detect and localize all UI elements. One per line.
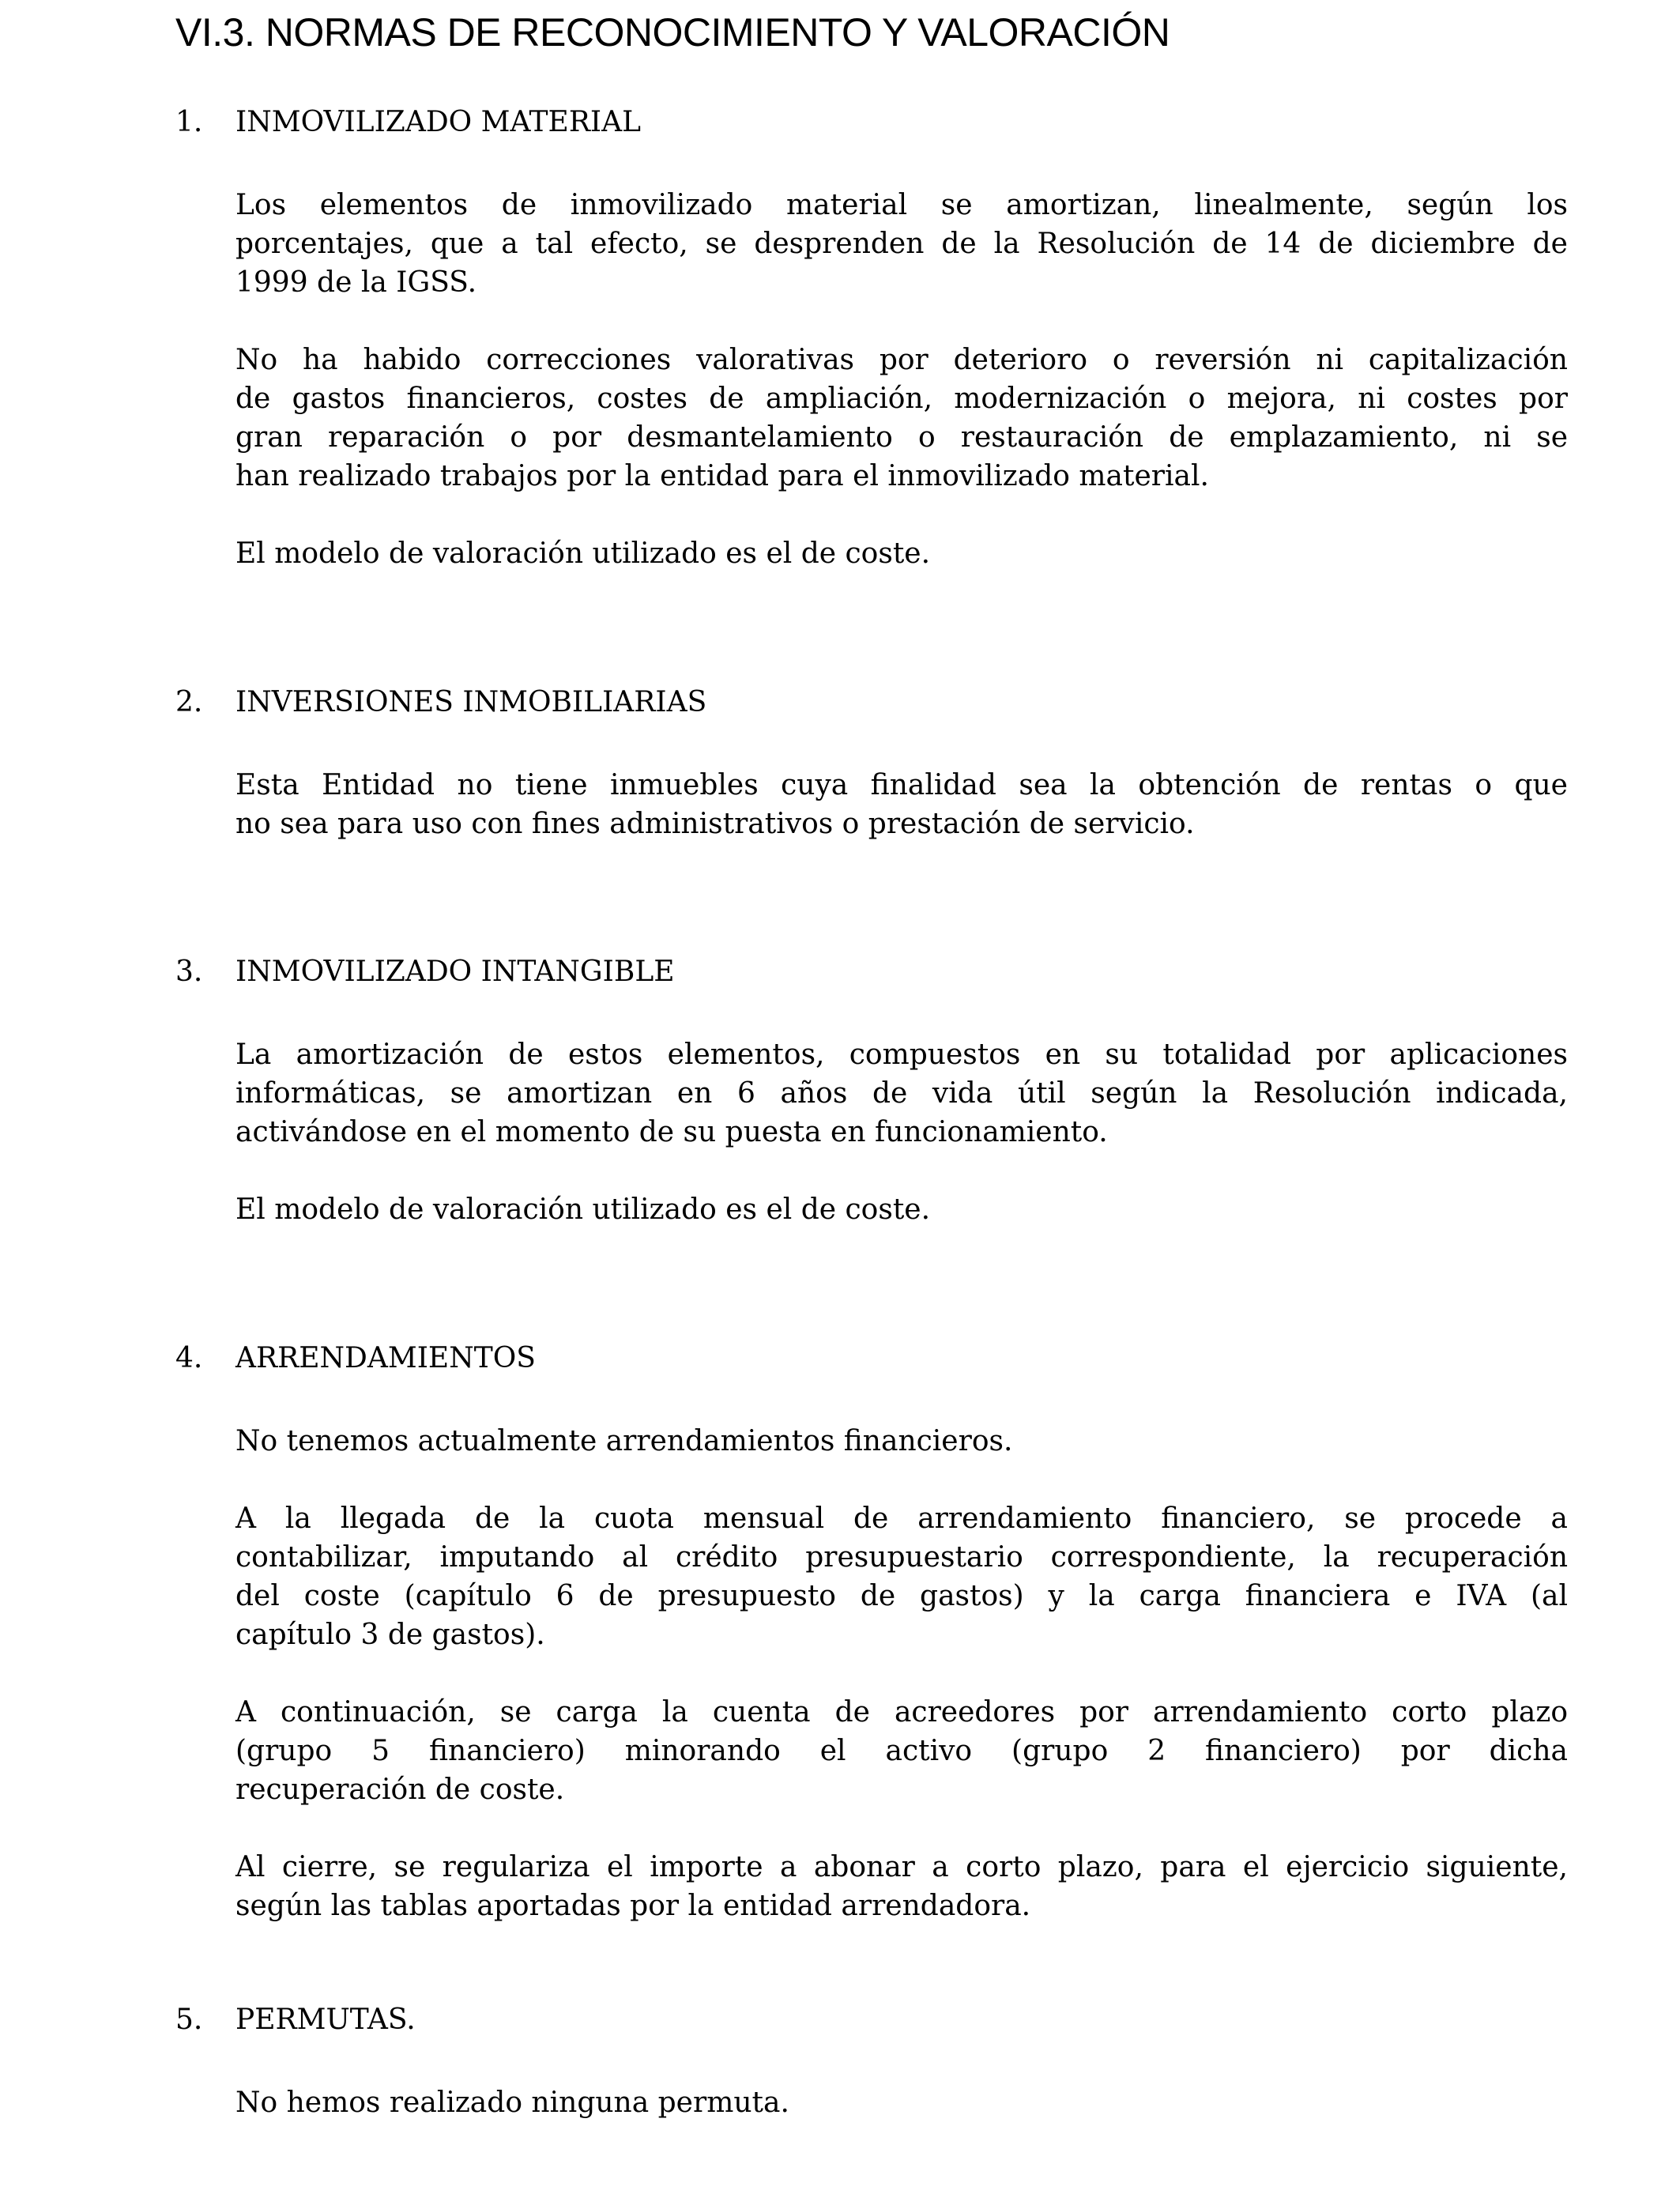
text-line: No hemos realizado ninguna permuta. <box>235 2087 789 2119</box>
section-number: 5. <box>175 2004 203 2036</box>
text-line: no sea para uso con fines administrativos o prestación de servicio. <box>235 808 1195 840</box>
text-line: El modelo de valoración utilizado es el de coste. <box>235 1193 931 1226</box>
text-line: Esta Entidad no tiene inmuebles cuya finalidad sea la obtención de rentas o que <box>235 769 1568 801</box>
text-line: El modelo de valoración utilizado es el de coste. <box>235 537 931 570</box>
text-line: Los elementos de inmovilizado material se amortizan, linealmente, según los <box>235 189 1568 221</box>
section-heading: INMOVILIZADO MATERIAL <box>235 106 642 138</box>
paragraph <box>235 1693 1568 1809</box>
text-line: gran reparación o por desmantelamiento o restauración de emplazamiento, ni se <box>235 421 1568 454</box>
text-line: activándose en el momento de su puesta en funcionamiento. <box>235 1116 1108 1148</box>
text-line: contabilizar, imputando al crédito presupuestario correspondiente, la recuperación <box>235 1541 1568 1574</box>
section-heading: INVERSIONES INMOBILIARIAS <box>235 686 707 718</box>
section-number: 1. <box>175 106 203 138</box>
text-line: No tenemos actualmente arrendamientos financieros. <box>235 1425 1013 1457</box>
paragraph <box>235 1848 1568 1925</box>
paragraph <box>235 766 1568 843</box>
text-line: 1999 de la IGSS. <box>235 266 477 299</box>
text-line: porcentajes, que a tal efecto, se desprenden de la Resolución de 14 de diciembre de <box>235 228 1568 260</box>
text-line: capítulo 3 de gastos). <box>235 1619 545 1651</box>
text-line: A la llegada de la cuota mensual de arrendamiento financiero, se procede a <box>235 1502 1568 1535</box>
section-heading: ARRENDAMIENTOS <box>235 1342 536 1374</box>
text-line: recuperación de coste. <box>235 1774 565 1806</box>
section-heading: PERMUTAS. <box>235 2004 416 2036</box>
paragraph <box>235 1035 1568 1152</box>
section-number: 2. <box>175 686 203 718</box>
section-heading: INMOVILIZADO INTANGIBLE <box>235 956 675 988</box>
paragraph <box>235 341 1568 496</box>
paragraph <box>235 2083 1568 2122</box>
section-number: 4. <box>175 1342 203 1374</box>
text-line: informáticas, se amortizan en 6 años de vida útil según la Resolución indicada, <box>235 1077 1568 1110</box>
paragraph <box>235 1190 1568 1229</box>
text-line: Al cierre, se regulariza el importe a abonar a corto plazo, para el ejercicio siguiente, <box>235 1851 1568 1883</box>
text-line: La amortización de estos elementos, compuestos en su totalidad por aplicaciones <box>235 1039 1568 1071</box>
paragraph <box>235 534 1568 573</box>
page-title: VI.3. NORMAS DE RECONOCIMIENTO Y VALORACIÓN <box>175 10 1170 55</box>
text-line: de gastos financieros, costes de ampliación, modernización o mejora, ni costes por <box>235 383 1568 415</box>
text-line: según las tablas aportadas por la entidad arrendadora. <box>235 1890 1031 1922</box>
text-line: A continuación, se carga la cuenta de acreedores por arrendamiento corto plazo <box>235 1696 1568 1728</box>
section-number: 3. <box>175 956 203 988</box>
paragraph <box>235 1422 1568 1461</box>
paragraph <box>235 186 1568 302</box>
text-line: del coste (capítulo 6 de presupuesto de gastos) y la carga financiera e IVA (al <box>235 1580 1568 1612</box>
paragraph <box>235 1499 1568 1654</box>
text-line: No ha habido correcciones valorativas por deterioro o reversión ni capitalización <box>235 344 1568 376</box>
text-line: (grupo 5 financiero) minorando el activo (grupo 2 financiero) por dicha <box>235 1735 1568 1767</box>
text-line: han realizado trabajos por la entidad para el inmovilizado material. <box>235 460 1209 492</box>
